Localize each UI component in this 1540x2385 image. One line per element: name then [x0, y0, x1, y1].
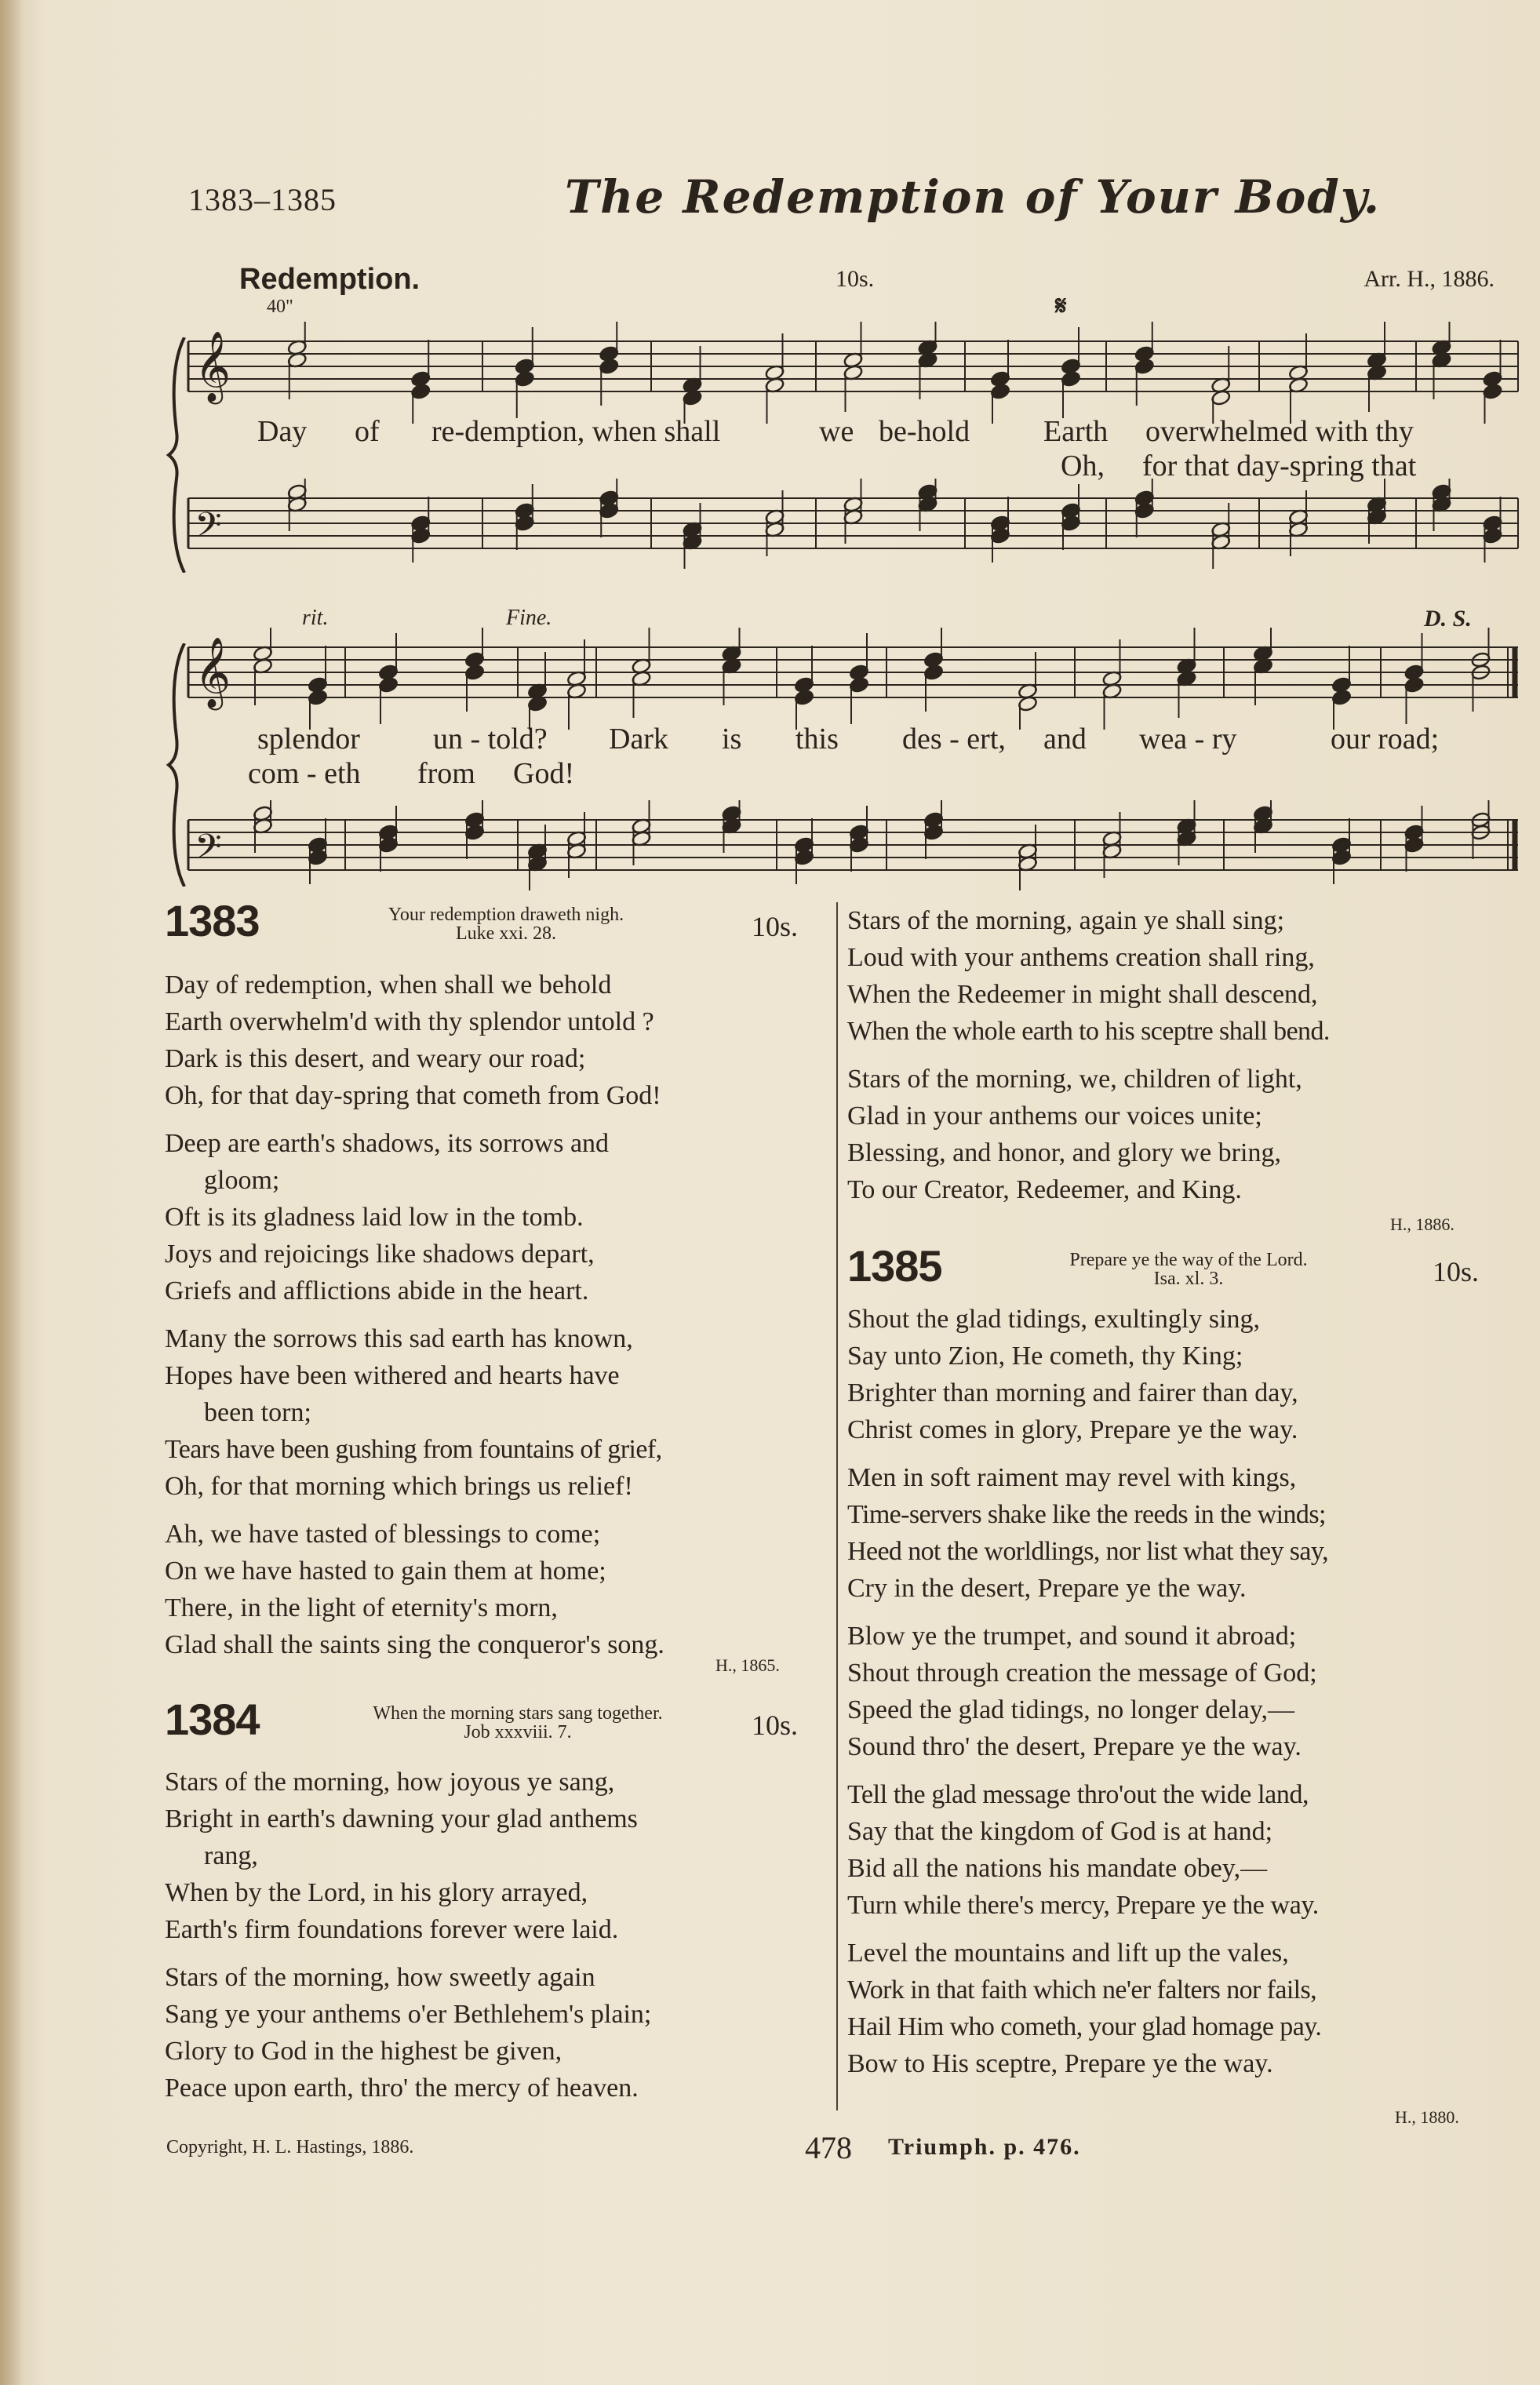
verse: [847, 1618, 1514, 1765]
hymn-scripture-ref: Job xxxviii. 7.: [464, 1722, 572, 1742]
verse-line: Brighter than morning and fairer than day,: [847, 1378, 1298, 1407]
hymn-meter: 10s.: [1433, 1256, 1480, 1287]
verse: [847, 1776, 1514, 1924]
hymn-scripture-ref: Isa. xl. 3.: [1153, 1269, 1224, 1289]
verse-line: Earth's firm foundations forever were laid.: [165, 1915, 619, 1944]
lyric-syllable: is: [722, 723, 742, 756]
treble-clef: 𝄞: [195, 331, 231, 402]
verse-line: Glad shall the saints sing the conqueror's song.: [165, 1630, 664, 1659]
lyric-syllable: Dark: [609, 723, 668, 756]
hymn-verses: [165, 967, 832, 1674]
lyric-syllable: re-demption, when shall: [431, 415, 721, 448]
verse-line: Work in that faith which ne'er falters nor fails,: [847, 1975, 1317, 2004]
verse: [847, 1459, 1514, 1607]
verse-line: Say unto Zion, He cometh, thy King;: [847, 1342, 1243, 1371]
page-header: [188, 170, 1491, 224]
music-system-1-bass: [180, 479, 1522, 581]
verse-line: Griefs and afflictions abide in the heart.: [165, 1276, 589, 1305]
verse-line: Level the mountains and lift up the vales,: [847, 1939, 1289, 1968]
verse-line: Ah, we have tasted of blessings to come;: [165, 1520, 601, 1549]
hymn-meter: 10s.: [752, 1710, 799, 1741]
verse-line: Bid all the nations his mandate obey,—: [847, 1854, 1268, 1883]
verse-line: Bow to His sceptre, Prepare ye the way.: [847, 2049, 1273, 2078]
verse-line: Tears have been gushing from fountains of grief,: [165, 1435, 662, 1464]
verse-line: Stars of the morning, again ye shall sing;: [847, 906, 1285, 935]
hymn-1384-continued: [847, 902, 1506, 1219]
verse-line: gloom;: [204, 1166, 280, 1195]
tune-meter: 10s.: [836, 266, 875, 292]
verse-line: Dark is this desert, and weary our road;: [165, 1044, 586, 1073]
lyric-syllable: Earth: [1043, 415, 1109, 448]
lyric-syllable: be-hold: [879, 415, 970, 448]
verse: [847, 1301, 1514, 1448]
lyric-syllable: for that day-spring that: [1142, 450, 1417, 482]
verse-line: Loud with your anthems creation shall ring,: [847, 943, 1315, 972]
lyric-syllable: des - ert,: [902, 723, 1006, 756]
verse-line: Cry in the desert, Prepare ye the way.: [847, 1574, 1247, 1603]
hymn-title: [314, 905, 698, 943]
lyric-syllable: and: [1043, 723, 1087, 756]
cross-reference: Triumph. p. 476.: [888, 2134, 1081, 2160]
verse-line: Sound thro' the desert, Prepare ye the way.: [847, 1732, 1302, 1761]
lyric-syllable: our road;: [1331, 723, 1440, 756]
ritardando-mark: rit.: [302, 606, 329, 630]
verse-line: There, in the light of eternity's morn,: [165, 1593, 558, 1622]
verse-line: been torn;: [204, 1398, 311, 1427]
music-system-2-bass: [180, 800, 1522, 902]
verse-line: Tell the glad message thro'out the wide land,: [847, 1780, 1309, 1809]
verse-line: Heed not the worldlings, nor list what they say,: [847, 1537, 1329, 1566]
verse-line: Hopes have been withered and hearts have: [165, 1361, 620, 1390]
verse-line: Deep are earth's shadows, its sorrows and: [165, 1129, 610, 1158]
tune-name: Redemption.: [239, 263, 420, 296]
verse-line: Time-servers shake like the reeds in the winds;: [847, 1500, 1326, 1529]
hymn-title: [981, 1251, 1396, 1288]
verse-line: On we have hasted to gain them at home;: [165, 1557, 606, 1586]
tune-heading: [239, 263, 1494, 302]
verse-line: Speed the glad tidings, no longer delay,—: [847, 1695, 1295, 1724]
hymn-scripture-ref: Luke xxi. 28.: [456, 923, 556, 944]
verse-line: Sang ye your anthems o'er Bethlehem's plain;: [165, 2000, 652, 2029]
lyric-syllable: of: [355, 415, 380, 448]
verse: [165, 1764, 832, 1948]
hymn-title-text: Prepare ye the way of the Lord.: [1069, 1250, 1308, 1270]
verse-line: Joys and rejoicings like shadows depart,: [165, 1240, 595, 1269]
verse-line: Say that the kingdom of God is at hand;: [847, 1817, 1273, 1846]
verse: [165, 1320, 832, 1505]
hymn-number: 1383: [165, 896, 260, 945]
lyrics-system-1-line-2: [251, 449, 1506, 483]
verse: [847, 1061, 1506, 1208]
page-number: 478: [805, 2130, 852, 2165]
segno-mark: 𝄋: [1055, 292, 1067, 321]
verse: [165, 1959, 832, 2106]
system-brace-1: [165, 337, 188, 573]
verse-line: Many the sorrows this sad earth has known,: [165, 1324, 633, 1353]
page-spine-shadow: [0, 0, 24, 2385]
verse-line: Oh, for that morning which brings us relief!: [165, 1472, 633, 1501]
hymn-verses: [165, 1764, 832, 2117]
lyric-syllable: Oh,: [1061, 450, 1105, 482]
bass-clef: 𝄢: [195, 504, 222, 554]
column-divider: [836, 902, 838, 2110]
lyric-syllable: wea - ry: [1139, 723, 1237, 756]
system-brace-2: [165, 643, 188, 887]
verse-line: To our Creator, Redeemer, and King.: [847, 1175, 1242, 1204]
verse-line: Glad in your anthems our voices unite;: [847, 1101, 1262, 1131]
verse: [165, 1516, 832, 1663]
lyric-syllable: overwhelmed with thy: [1145, 415, 1414, 448]
bass-clef: 𝄢: [195, 826, 222, 876]
verse-line: Peace upon earth, thro' the mercy of heaven.: [165, 2074, 639, 2103]
tempo-mark: 40": [267, 297, 293, 317]
verse: [847, 902, 1506, 1050]
lyric-syllable: this: [795, 723, 839, 756]
hymn-verses: [847, 1301, 1514, 2093]
lyric-syllable: we: [819, 415, 854, 448]
verse-line: When the whole earth to his sceptre shall bend.: [847, 1017, 1330, 1046]
lyrics-system-2-line-1: [251, 722, 1506, 756]
verse-line: rang,: [204, 1841, 258, 1870]
lyric-syllable: com - eth: [248, 757, 361, 790]
verse-line: When the Redeemer in might shall descend,: [847, 980, 1318, 1009]
hymn-number: 1385: [847, 1241, 942, 1291]
copyright-notice: Copyright, H. L. Hastings, 1886.: [166, 2137, 414, 2157]
verse-line: Turn while there's mercy, Prepare ye the way.: [847, 1891, 1319, 1920]
lyric-syllable: un - told?: [433, 723, 548, 756]
lyric-syllable: God!: [513, 757, 575, 790]
dal-segno-mark: D. S.: [1424, 606, 1472, 632]
music-system-2-treble: [180, 628, 1522, 730]
verse-line: Day of redemption, when shall we behold: [165, 970, 612, 1000]
verse-line: Oh, for that day-spring that cometh from God!: [165, 1081, 661, 1110]
verse-line: Stars of the morning, how sweetly again: [165, 1963, 595, 1992]
verse-line: Earth overwhelm'd with thy splendor untold ?: [165, 1007, 654, 1036]
verse-line: Bright in earth's dawning your glad anthems: [165, 1804, 638, 1833]
hymn-meter: 10s.: [752, 911, 799, 942]
verse-line: Shout through creation the message of God;: [847, 1659, 1317, 1688]
verse-line: Stars of the morning, how joyous ye sang,: [165, 1768, 615, 1797]
verse-line: When by the Lord, in his glory arrayed,: [165, 1878, 588, 1907]
hymn-title-text: Your redemption draweth nigh.: [388, 905, 624, 925]
running-title: The Redemption of Your Body.: [565, 170, 1382, 224]
hymn-title-text: When the morning stars sang together.: [373, 1703, 663, 1724]
page-range: 1383–1385: [188, 182, 337, 217]
hymn-1383-attribution: H., 1865.: [715, 1655, 780, 1675]
page-footer: [166, 2132, 1500, 2164]
verse: [847, 1935, 1514, 2082]
hymn-1385-attribution: H., 1880.: [1395, 2107, 1459, 2127]
treble-clef: 𝄞: [195, 637, 231, 708]
verse-line: Blessing, and honor, and glory we bring,: [847, 1138, 1281, 1167]
verse: [165, 1125, 832, 1309]
verse-line: Shout the glad tidings, exultingly sing,: [847, 1305, 1261, 1334]
fine-mark: Fine.: [506, 606, 552, 630]
verse-line: Men in soft raiment may revel with kings,: [847, 1463, 1297, 1492]
verse-line: Hail Him who cometh, your glad homage pay.: [847, 2012, 1322, 2041]
verse-line: Glory to God in the highest be given,: [165, 2037, 562, 2066]
verse-line: Blow ye the trumpet, and sound it abroad;: [847, 1622, 1297, 1651]
verse-line: Christ comes in glory, Prepare ye the way.: [847, 1415, 1298, 1444]
verse-line: Oft is its gladness laid low in the tomb.: [165, 1203, 584, 1232]
verse-line: Stars of the morning, we, children of light,: [847, 1065, 1302, 1094]
hymn-1384-attribution: H., 1886.: [1390, 1214, 1454, 1234]
lyric-syllable: Day: [257, 415, 308, 448]
lyrics-system-2-line-2: [248, 756, 1506, 791]
lyrics-system-1-line-1: [251, 414, 1506, 449]
hymn-title: [298, 1704, 737, 1742]
lyric-syllable: splendor: [257, 723, 360, 756]
verse: [165, 967, 832, 1114]
hymn-number: 1384: [165, 1695, 260, 1744]
music-system-1-treble: [180, 322, 1522, 424]
lyric-syllable: from: [417, 757, 475, 790]
tune-arranger: Arr. H., 1886.: [1363, 266, 1494, 292]
